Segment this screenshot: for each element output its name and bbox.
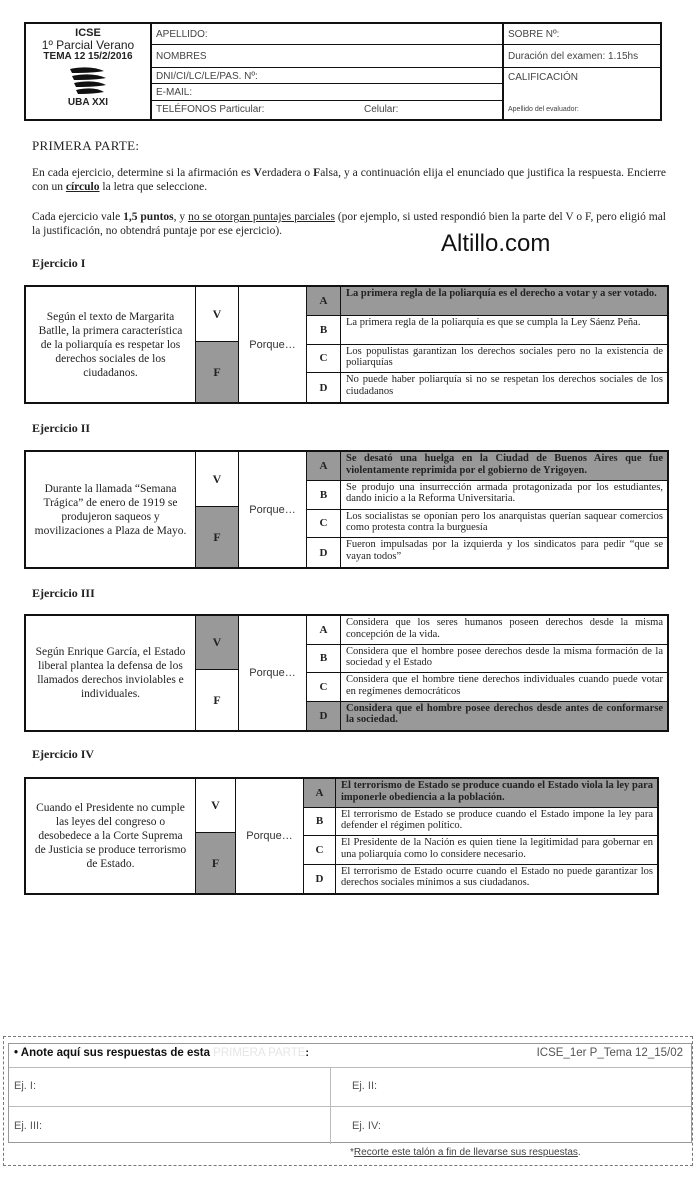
option-text: Se produjo una insurrección armada protagonizada por los estudiantes, dando inicio a la Reforma Universitaria. <box>346 481 663 505</box>
exam-header <box>24 22 662 121</box>
option-letter[interactable]: A <box>307 616 341 644</box>
justification-options <box>304 779 657 893</box>
justification-option[interactable] <box>307 510 667 539</box>
answer-field-ej4[interactable] <box>347 1106 687 1144</box>
email-field[interactable] <box>152 84 502 101</box>
exercise-table <box>24 614 669 732</box>
true-option[interactable]: V <box>196 616 239 670</box>
porque-label: Porque… <box>236 779 304 893</box>
exercise-table <box>24 777 659 895</box>
exercise-title: Ejercicio II <box>32 421 91 435</box>
duracion-text <box>504 45 660 68</box>
exam-topic-date: TEMA 12 15/2/2016 <box>43 51 133 62</box>
cut-note: *Recorte este talón a fin de llevarse sus respuestas. <box>350 1147 581 1158</box>
exercise-statement: Durante la llamada “Semana Trágica” de enero de 1919 se produjeron saqueos y movilizaciones a Plaza de Mayo. <box>26 452 196 567</box>
section-title: PRIMERA PARTE: <box>32 138 140 153</box>
false-option[interactable]: F <box>196 833 236 893</box>
exam-code: ICSE_1er P_Tema 12_15/02 <box>536 1047 683 1059</box>
watermark-text: Altillo.com <box>441 230 551 257</box>
exercise-title: Ejercicio III <box>32 586 95 600</box>
answer-slip-box <box>8 1043 692 1143</box>
option-text: Considera que los seres humanos poseen derechos desde la misma concepción de la vida. <box>346 617 663 640</box>
instructions-paragraph-1: En cada ejercicio, determine si la afirmación es Verdadera o Falsa, y a continuación elija el enunciado que justifica la respuesta. Encierre con un círculo la letra que seleccione. <box>32 167 666 193</box>
justification-option[interactable] <box>304 808 657 837</box>
answer-slip <box>3 1036 693 1166</box>
justification-option[interactable] <box>304 836 657 865</box>
exam-name: 1º Parcial Verano <box>41 38 135 52</box>
exercise-title: Ejercicio I <box>32 256 86 270</box>
instructions-paragraph-2: Cada ejercicio vale 1,5 puntos, y no se otorgan puntajes parciales (por ejemplo, si usted respondió bien la parte del V o F, pero eligió mal la justificación, no obtendrá puntaje por ese ejercicio). <box>32 211 666 237</box>
exercise-statement: Según el texto de Margarita Batlle, la primera característica de la poliarquía es respetar los derechos sociales de los ciudadanos. <box>26 287 196 402</box>
justification-option[interactable] <box>304 779 657 808</box>
dni-field[interactable] <box>152 68 502 84</box>
option-text: No puede haber poliarquía si no se respetan los derechos sociales de los ciudadanos <box>346 374 663 397</box>
justification-option[interactable] <box>307 452 667 481</box>
option-letter[interactable]: A <box>307 287 341 315</box>
option-letter[interactable]: B <box>307 481 341 509</box>
answer-slip-header: • Anote aquí sus respuestas de esta PRIMERA PARTE: ICSE_1er P_Tema 12_15/02 <box>9 1044 691 1068</box>
option-letter[interactable]: D <box>307 538 341 567</box>
option-letter[interactable]: C <box>307 673 341 701</box>
option-text: La primera regla de la poliarquía es el derecho a votar y a ser votado. <box>341 287 667 315</box>
option-text: El Presidente de la Nación es quien tiene la legitimidad para gobernar en una poliarquía como lo considere necesario. <box>341 837 653 860</box>
answer-label-ej2: Ej. II: <box>352 1080 378 1092</box>
answer-field-ej1[interactable] <box>9 1068 330 1106</box>
sobre-label: SOBRE Nº: <box>508 29 560 40</box>
true-option[interactable]: V <box>196 452 239 507</box>
option-text: El terrorismo de Estado ocurre cuando el Estado no puede garantizar los derechos sociales mínimos a sus ciudadanos. <box>341 865 653 888</box>
calificacion-field[interactable] <box>504 68 660 119</box>
answer-label-ej3: Ej. III: <box>14 1120 43 1132</box>
option-letter[interactable]: B <box>307 316 341 344</box>
porque-label: Porque… <box>239 287 307 402</box>
option-text: Se desató una huelga en la Ciudad de Buenos Aires que fue violentamente reprimida por el gobierno de Yrigoyen. <box>341 452 667 480</box>
dni-label: DNI/CI/LC/LE/PAS. Nº: <box>156 71 258 82</box>
justification-options <box>307 287 667 402</box>
justification-option[interactable] <box>307 316 667 345</box>
justification-option[interactable] <box>307 645 667 674</box>
duracion-label: Duración del examen: 1.15hs <box>508 51 639 62</box>
justification-option[interactable] <box>307 538 667 567</box>
answer-slip-title-faded: PRIMERA PARTE <box>213 1047 306 1059</box>
telefonos-label: TELÉFONOS Particular: <box>156 104 265 115</box>
course-logo-block <box>26 24 152 119</box>
option-letter[interactable]: A <box>304 779 336 807</box>
justification-option[interactable] <box>307 673 667 702</box>
exercise-statement: Cuando el Presidente no cumple las leyes del congreso o desobedece a la Corte Suprema de Justicia se produce terrorismo de Estado. <box>26 779 196 893</box>
porque-label: Porque… <box>239 452 307 567</box>
option-letter[interactable]: C <box>304 836 336 864</box>
calificacion-label: CALIFICACIÓN <box>508 72 579 83</box>
option-letter[interactable]: D <box>307 702 341 731</box>
answer-label-ej4: Ej. IV: <box>352 1120 381 1132</box>
option-text: Considera que el hombre tiene derechos individuales cuando puede votar en regímenes democráticos <box>346 674 663 697</box>
option-letter[interactable]: C <box>307 510 341 538</box>
option-text: La primera regla de la poliarquía es que se cumpla la Ley Sáenz Peña. <box>346 316 641 328</box>
option-letter[interactable]: B <box>307 645 341 673</box>
justification-option[interactable] <box>307 345 667 374</box>
nombres-field[interactable] <box>152 45 502 68</box>
false-option[interactable]: F <box>196 342 239 402</box>
celular-label: Celular: <box>364 104 399 115</box>
option-text: Fueron impulsadas por la izquierda y los sindicatos para pedir “que se vayan todos” <box>346 539 663 562</box>
brand-name: UBA XXI <box>67 97 109 108</box>
course-name: ICSE <box>75 27 101 39</box>
email-label: E-MAIL: <box>156 87 193 98</box>
true-option[interactable]: V <box>196 779 236 833</box>
option-text: Considera que el hombre posee derechos desde la misma formación de la sociedad y el Estado <box>346 645 663 668</box>
option-text: Considera que el hombre posee derechos desde antes de conformarse la sociedad. <box>341 702 667 731</box>
option-letter[interactable]: A <box>307 452 341 480</box>
exercise-statement: Según Enrique García, el Estado liberal plantea la defensa de los llamados derechos inviolables e individuales. <box>26 616 196 730</box>
option-text: El terrorismo de Estado se produce cuando el Estado viola la ley para imponerle obediencia a la población. <box>336 779 657 807</box>
answer-label-ej1: Ej. I: <box>14 1080 37 1092</box>
option-letter[interactable]: C <box>307 345 341 373</box>
apellido-field[interactable] <box>152 24 502 45</box>
answer-field-ej3[interactable] <box>9 1106 330 1144</box>
option-letter[interactable]: B <box>304 808 336 836</box>
option-letter[interactable]: D <box>307 373 341 402</box>
exam-admin-fields <box>504 24 660 119</box>
option-letter[interactable]: D <box>304 865 336 894</box>
justification-option[interactable] <box>304 865 657 894</box>
justification-option[interactable] <box>307 287 667 316</box>
answer-field-ej2[interactable] <box>347 1068 687 1106</box>
option-text: El terrorismo de Estado se produce cuando el Estado impone la ley para defender el régimen político. <box>341 808 653 831</box>
justification-option[interactable] <box>307 702 667 731</box>
justification-options <box>307 452 667 567</box>
false-option[interactable]: F <box>196 507 239 567</box>
justification-option[interactable] <box>307 481 667 510</box>
justification-option[interactable] <box>307 373 667 402</box>
apellido-label: APELLIDO: <box>156 29 208 40</box>
uba-logo-icon <box>66 63 110 97</box>
answer-slip-title: • Anote aquí sus respuestas de esta <box>14 1047 214 1059</box>
option-text: Los socialistas se oponían pero los anarquistas querían saquear comercios como protesta contra la burguesía <box>346 510 663 533</box>
exercise-title: Ejercicio IV <box>32 747 95 761</box>
justification-options <box>307 616 667 730</box>
option-text: Los populistas garantizan los derechos sociales pero no la existencia de poliarquías <box>346 345 663 368</box>
false-option[interactable]: F <box>196 670 239 730</box>
student-info-fields <box>152 24 504 119</box>
nombres-label: NOMBRES <box>156 51 207 62</box>
porque-label: Porque… <box>239 616 307 730</box>
telefonos-field[interactable] <box>152 101 502 119</box>
exercise-table <box>24 450 669 569</box>
evaluador-label: Apellido del evaluador: <box>508 106 579 113</box>
true-option[interactable]: V <box>196 287 239 342</box>
exercise-table <box>24 285 669 404</box>
justification-option[interactable] <box>307 616 667 645</box>
sobre-field[interactable] <box>504 24 660 45</box>
